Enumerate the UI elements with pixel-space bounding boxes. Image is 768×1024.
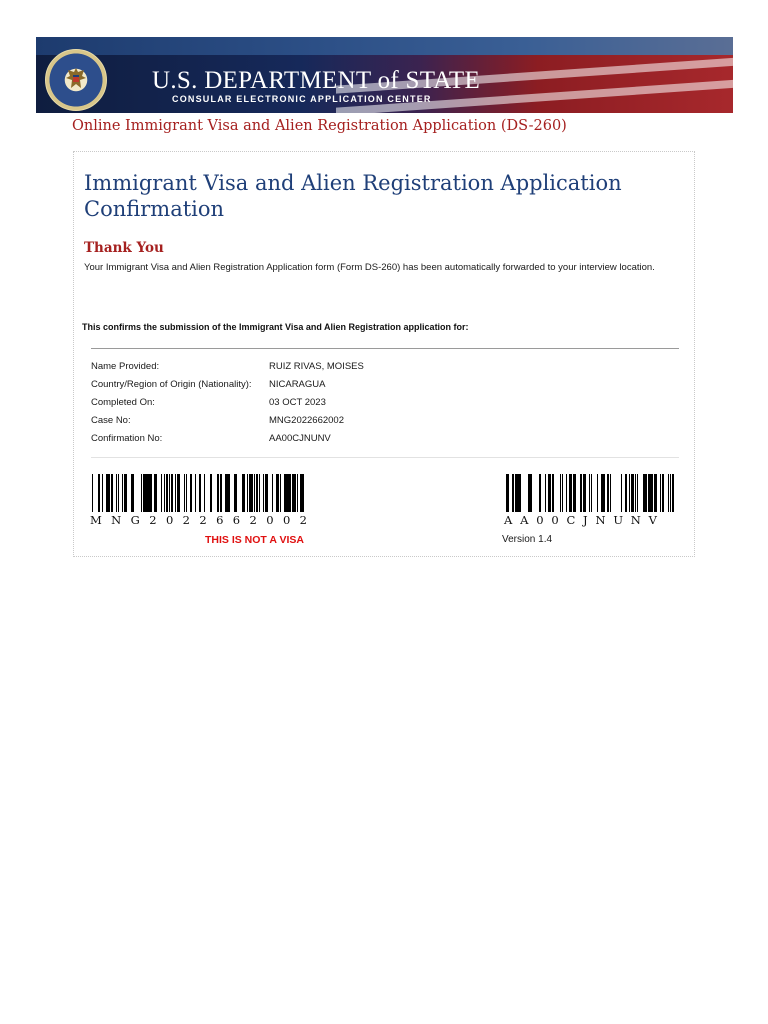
applicant-info-table (91, 358, 679, 448)
department-seal-icon (45, 49, 107, 111)
info-label: Case No: (91, 415, 131, 426)
header-banner (36, 37, 733, 113)
info-row (91, 358, 679, 376)
thank-you-heading: Thank You (84, 240, 164, 256)
confirmation-card (73, 151, 695, 557)
application-title-link[interactable]: Online Immigrant Visa and Alien Registration Application (DS-260) (72, 118, 567, 134)
info-value: NICARAGUA (269, 379, 326, 390)
eagle-icon (64, 66, 88, 92)
info-label: Country/Region of Origin (Nationality): (91, 379, 252, 390)
divider (91, 348, 679, 349)
intro-text: Your Immigrant Visa and Alien Registration Application form (Form DS-260) has been automatically forwarded to your interview location. (84, 262, 655, 273)
info-row (91, 430, 679, 448)
info-label: Confirmation No: (91, 433, 163, 444)
banner-top-strip (36, 37, 733, 55)
version-label: Version 1.4 (502, 534, 553, 545)
info-row (91, 376, 679, 394)
info-value: AA00CJNUNV (269, 433, 331, 444)
info-row (91, 412, 679, 430)
confirmation-statement: This confirms the submission of the Immigrant Visa and Alien Registration application for: (82, 322, 469, 332)
info-value: 03 OCT 2023 (269, 397, 326, 408)
confirmation-barcode-text: AA00CJNUNV (504, 513, 665, 527)
department-title: U.S. DEPARTMENT of STATE (152, 67, 481, 94)
info-value: MNG2022662002 (269, 415, 344, 426)
info-label: Name Provided: (91, 361, 160, 372)
divider (91, 457, 679, 458)
info-label: Completed On: (91, 397, 155, 408)
case-barcode-text: MNG2022662002 (90, 513, 317, 527)
page-title: Immigrant Visa and Alien Registration Application Confirmation (84, 171, 622, 221)
confirmation-number-barcode-icon (500, 474, 678, 512)
info-row (91, 394, 679, 412)
case-number-barcode-icon (89, 474, 309, 512)
not-a-visa-notice: THIS IS NOT A VISA (205, 534, 304, 546)
info-value: RUIZ RIVAS, MOISES (269, 361, 364, 372)
department-subtitle: CONSULAR ELECTRONIC APPLICATION CENTER (172, 94, 432, 104)
